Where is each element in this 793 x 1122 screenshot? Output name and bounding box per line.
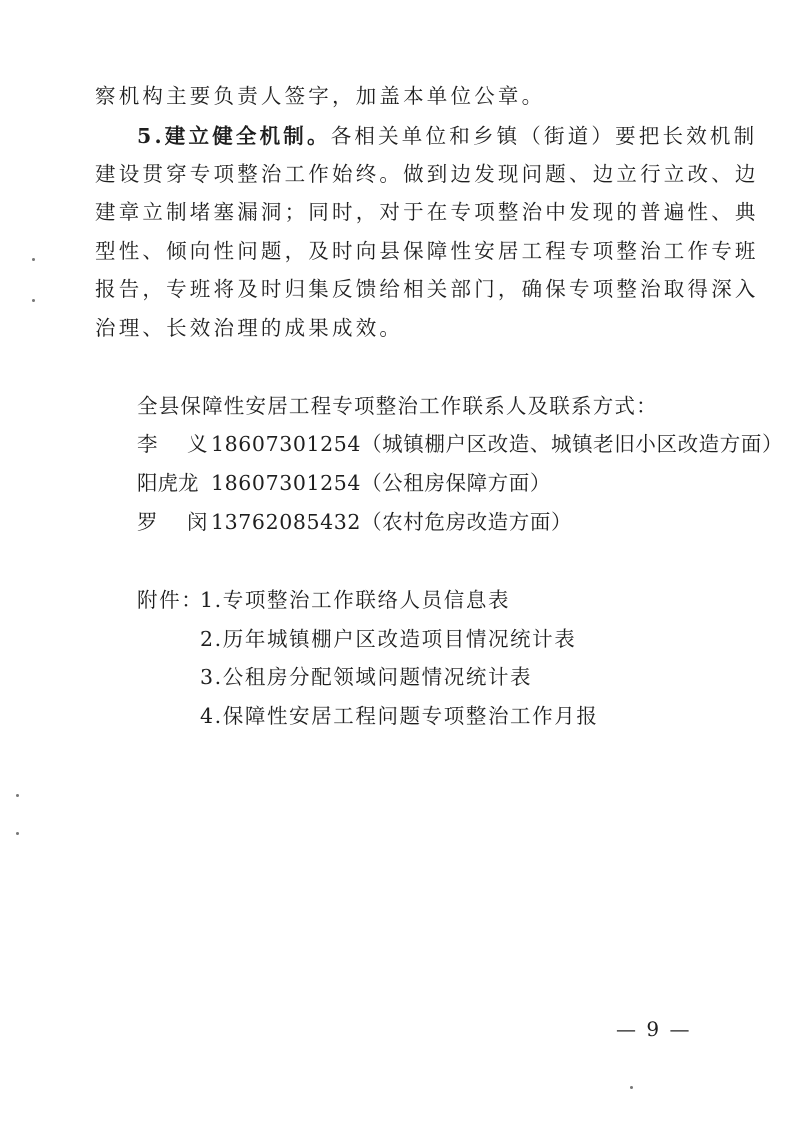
- contact-note: （公租房保障方面）: [361, 471, 551, 495]
- contact-phone: 13762085432: [211, 510, 362, 534]
- contact-phone: 18607301254: [211, 432, 362, 456]
- scan-speck: [16, 832, 19, 835]
- paragraph-line: 型性、倾向性问题，及时向县保障性安居工程专项整治工作专班: [95, 239, 759, 263]
- contact-phone: 18607301254: [211, 471, 362, 495]
- paragraph-line: 报告，专班将及时归集反馈给相关部门，确保专项整治取得深入: [95, 277, 759, 301]
- attachment-item: 3.公租房分配领域问题情况统计表: [200, 665, 533, 689]
- contact-row: [137, 469, 551, 497]
- contact-note: （农村危房改造方面）: [361, 510, 573, 534]
- contact-name: 李 义: [137, 432, 208, 456]
- attachment-item: 4.保障性安居工程问题专项整治工作月报: [200, 704, 599, 728]
- paragraph-line: 察机构主要负责人签字，加盖本单位公章。: [95, 84, 546, 108]
- scan-speck: [630, 1086, 633, 1089]
- scan-speck: [32, 258, 35, 261]
- item-heading: 5.建立健全机制。: [137, 124, 331, 148]
- contact-name: 罗 闵: [137, 510, 208, 534]
- paragraph-line: 治理、长效治理的成果成效。: [95, 316, 404, 340]
- page-number: — 9 —: [616, 1017, 692, 1041]
- contact-row: [137, 430, 783, 458]
- paragraph-text: 各相关单位和乡镇（街道）要把长效机制: [330, 124, 758, 148]
- paragraph-line: 建章立制堵塞漏洞；同时，对于在专项整治中发现的普遍性、典: [95, 200, 759, 224]
- attachment-item: 1.专项整治工作联络人员信息表: [200, 588, 511, 612]
- contacts-heading: 全县保障性安居工程专项整治工作联系人及联系方式：: [137, 394, 658, 418]
- paragraph-line: 建设贯穿专项整治工作始终。做到边发现问题、边立行立改、边: [95, 162, 759, 186]
- attachment-item: 2.历年城镇棚户区改造项目情况统计表: [200, 627, 577, 651]
- contact-name: 阳虎龙: [137, 471, 199, 495]
- attachments-label: 附件：: [137, 588, 204, 612]
- scan-speck: [32, 299, 35, 302]
- contact-note: （城镇棚户区改造、城镇老旧小区改造方面）: [361, 432, 784, 456]
- paragraph-line: [137, 122, 758, 150]
- contact-row: [137, 508, 572, 536]
- scan-speck: [16, 794, 19, 797]
